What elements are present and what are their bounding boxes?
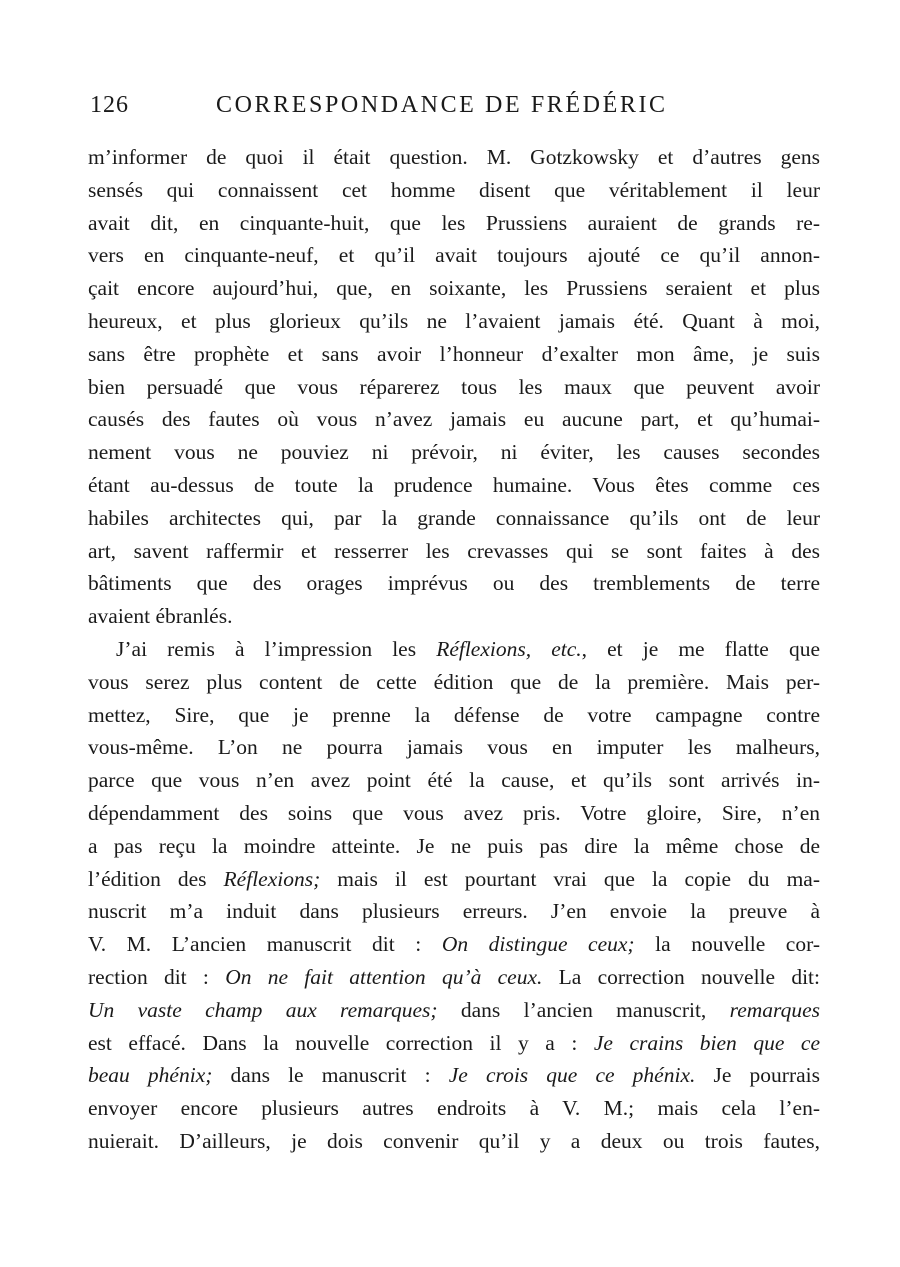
text-run: la nouvelle cor- (634, 932, 820, 957)
text-run: est effacé. Dans la nouvelle correction il y a : (88, 1030, 594, 1055)
italic-phrase: Réflexions, etc. (436, 636, 582, 661)
italic-phrase: beau phénix; (88, 1063, 213, 1088)
paragraph-2 (88, 633, 820, 1158)
text-run: vous serez plus content de cette édition que de la première. Mais per- (88, 669, 820, 694)
italic-phrase: Je crains bien que ce (593, 1030, 820, 1055)
italic-phrase: On ne fait attention qu’à ceux. (225, 964, 543, 989)
text-line (88, 272, 820, 305)
italic-phrase: Je crois que ce phénix. (448, 1063, 696, 1088)
text-run: dans l’ancien manuscrit, (437, 997, 730, 1022)
text-line (88, 1059, 820, 1092)
text-run: habiles architectes qui, par la grande connaissance qu’ils ont de leur (88, 505, 820, 530)
text-run: çait encore aujourd’hui, que, en soixante, les Prussiens seraient et plus (88, 276, 820, 301)
text-line (88, 699, 820, 732)
text-line (88, 436, 820, 469)
text-line (88, 535, 820, 568)
text-line (88, 174, 820, 207)
text-run: nement vous ne pouviez ni prévoir, ni éviter, les causes secondes (88, 440, 820, 465)
text-line (88, 1125, 820, 1158)
text-line (88, 371, 820, 404)
text-line (88, 961, 820, 994)
text-run: l’édition des (88, 866, 224, 891)
text-run: mais il est pourtant vrai que la copie du ma- (320, 866, 820, 891)
text-line (88, 797, 820, 830)
text-line (88, 863, 820, 896)
text-line (88, 239, 820, 272)
text-line (88, 338, 820, 371)
text-run: La correction nouvelle dit: (542, 964, 820, 989)
text-run: rection dit : (88, 964, 226, 989)
text-run: bâtiments que des orages imprévus ou des tremblements de terre (88, 571, 820, 596)
text-run: vous-même. L’on ne pourra jamais vous en imputer les malheurs, (88, 735, 820, 760)
running-head (88, 92, 820, 126)
text-run: V. M. L’ancien manuscrit dit : (88, 932, 442, 957)
text-run: nuierait. D’ailleurs, je dois convenir qu’il y a deux ou trois fautes, (88, 1128, 820, 1153)
text-run: art, savent raffermir et resserrer les crevasses qui se sont faites à des (88, 538, 820, 563)
text-line (88, 1092, 820, 1125)
text-run: sensés qui connaissent cet homme disent que véritablement il leur (88, 177, 820, 202)
text-line (88, 600, 820, 633)
text-line (88, 895, 820, 928)
text-run: nuscrit m’a induit dans plusieurs erreurs. J’en envoie la preuve à (88, 899, 820, 924)
text-run: causés des fautes où vous n’avez jamais eu aucune part, et qu’humai- (88, 407, 820, 432)
text-run: m’informer de quoi il était question. M. Gotzkowsky et d’autres gens (88, 145, 820, 169)
text-run: Je pourrais (695, 1063, 820, 1088)
text-run: étant au-dessus de toute la prudence humaine. Vous êtes comme ces (88, 472, 820, 497)
running-title: CORRESPONDANCE DE FRÉDÉRIC (216, 92, 668, 118)
text-run: dans le manuscrit : (212, 1063, 449, 1088)
text-line (88, 567, 820, 600)
text-line (88, 830, 820, 863)
text-line (88, 731, 820, 764)
text-line (88, 764, 820, 797)
text-run: sans être prophète et sans avoir l’honneur d’exalter mon âme, je suis (88, 341, 820, 366)
text-run: dépendamment des soins que vous avez pris. Votre gloire, Sire, n’en (88, 800, 820, 825)
text-run: heureux, et plus glorieux qu’ils ne l’avaient jamais été. Quant à moi, (88, 308, 820, 333)
text-run: parce que vous n’en avez point été la cause, et qu’ils sont arrivés in- (88, 768, 820, 793)
page-number: 126 (90, 92, 129, 118)
text-line (88, 1027, 820, 1060)
text-run: , et je me flatte que (581, 636, 820, 661)
text-line (88, 305, 820, 338)
text-run: avait dit, en cinquante-huit, que les Prussiens auraient de grands re- (88, 210, 820, 235)
italic-phrase: Réflexions; (223, 866, 321, 891)
italic-phrase: remarques (729, 997, 820, 1022)
text-line (88, 469, 820, 502)
text-run: bien persuadé que vous réparerez tous les maux que peuvent avoir (88, 374, 820, 399)
text-line (88, 403, 820, 436)
text-line (88, 141, 820, 174)
text-run: J’ai remis à l’impression les (116, 636, 437, 661)
paragraph-1 (88, 141, 820, 633)
body-text (88, 141, 820, 1158)
text-line (88, 666, 820, 699)
text-line (88, 928, 820, 961)
text-run: a pas reçu la moindre atteinte. Je ne puis pas dire la même chose de (88, 833, 820, 858)
text-run: avaient ébranlés. (88, 604, 233, 629)
text-line (88, 207, 820, 240)
italic-phrase: On distingue ceux; (441, 932, 635, 957)
text-line (88, 502, 820, 535)
text-run: mettez, Sire, que je prenne la défense de votre campagne contre (88, 702, 820, 727)
text-run: vers en cinquante-neuf, et qu’il avait toujours ajouté ce qu’il annon- (88, 243, 820, 268)
italic-phrase: Un vaste champ aux remarques; (88, 997, 438, 1022)
text-line (88, 633, 820, 666)
text-run: envoyer encore plusieurs autres endroits à V. M.; mais cela l’en- (88, 1096, 820, 1121)
text-line (88, 994, 820, 1027)
